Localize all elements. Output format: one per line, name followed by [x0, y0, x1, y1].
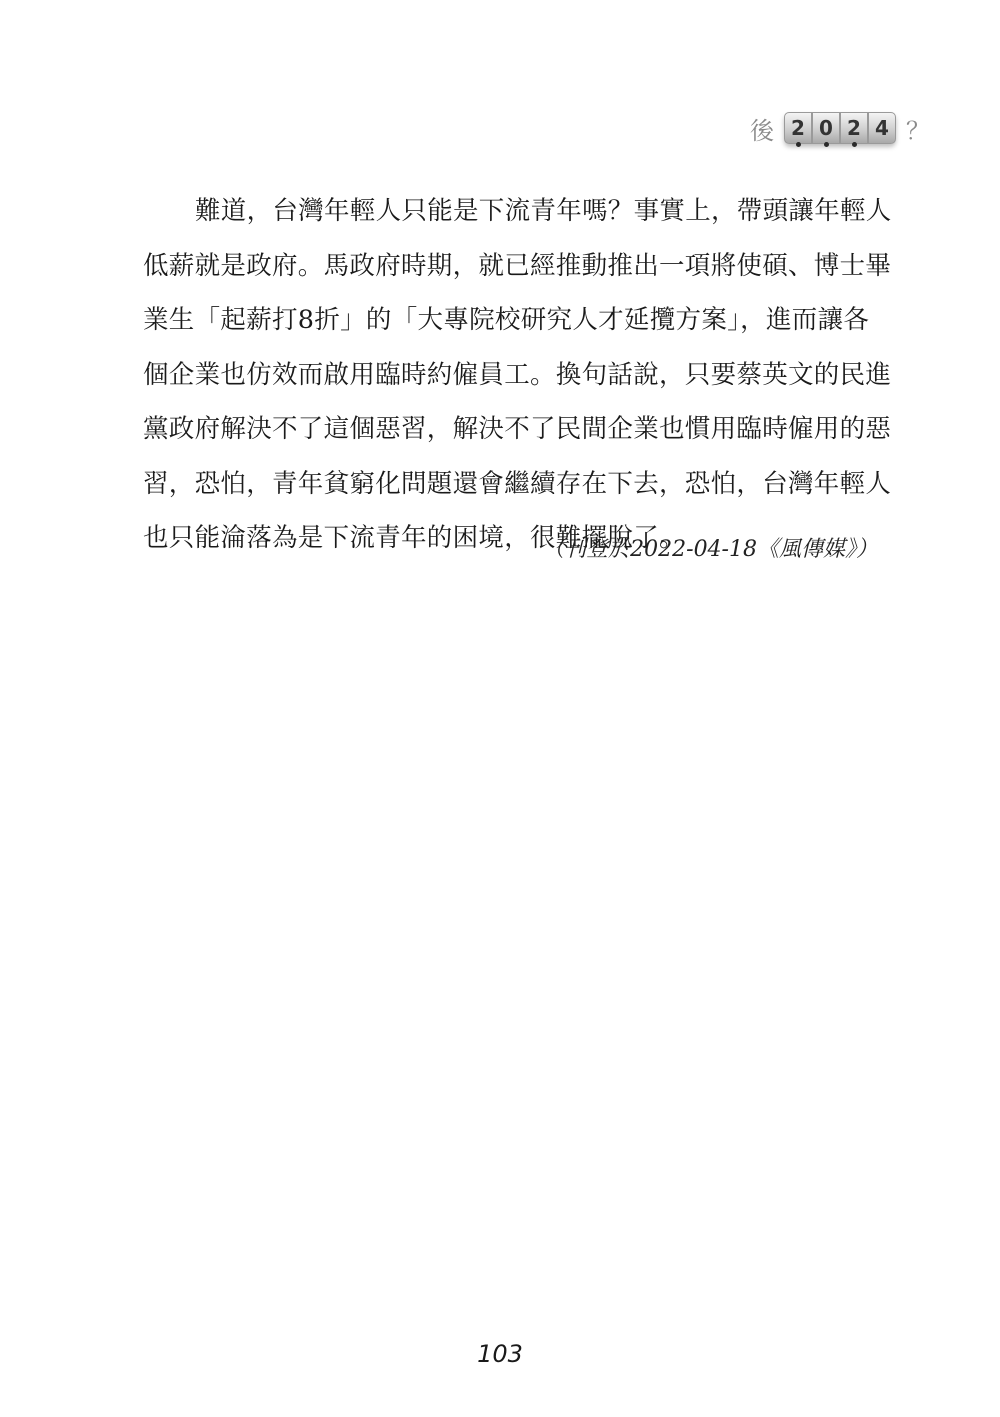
year-digit-die: 2 — [840, 112, 868, 144]
year-digit-die: 2 — [784, 112, 812, 144]
running-header — [750, 108, 930, 148]
year-dice-logo — [784, 112, 896, 144]
year-digit-die: 0 — [812, 112, 840, 144]
paragraph-line: 黨政府解決不了這個惡習，解決不了民間企業也慣用臨時僱用的惡 — [143, 414, 892, 444]
paragraph-line: 業生「起薪打8折」的「大專院校研究人才延攬方案」，進而讓各 — [143, 305, 870, 335]
body-paragraph — [143, 184, 892, 566]
paragraph-line: 個企業也仿效而啟用臨時約僱員工。換句話說，只要蔡英文的民進 — [143, 359, 892, 390]
publication-source: （刊登於2022-04-18《風傳媒》） — [542, 537, 878, 562]
year-digit-die: 4 — [868, 112, 896, 144]
paragraph-line: 習，恐怕，青年貧窮化問題還會繼續存在下去，恐怕，台灣年輕人 — [143, 468, 892, 499]
header-prefix: 後 — [750, 116, 774, 145]
paragraph-line: 也只能淪落為是下流青年的困境，很難擺脫了。 — [143, 523, 685, 553]
header-suffix: ？ — [906, 116, 930, 145]
paragraph-line: 難道，台灣年輕人只能是下流青年嗎？事實上，帶頭讓年輕人 — [195, 196, 892, 226]
page-number: 103 — [477, 1340, 523, 1368]
paragraph-line: 低薪就是政府。馬政府時期，就已經推動推出一項將使碩、博士畢 — [143, 250, 892, 281]
